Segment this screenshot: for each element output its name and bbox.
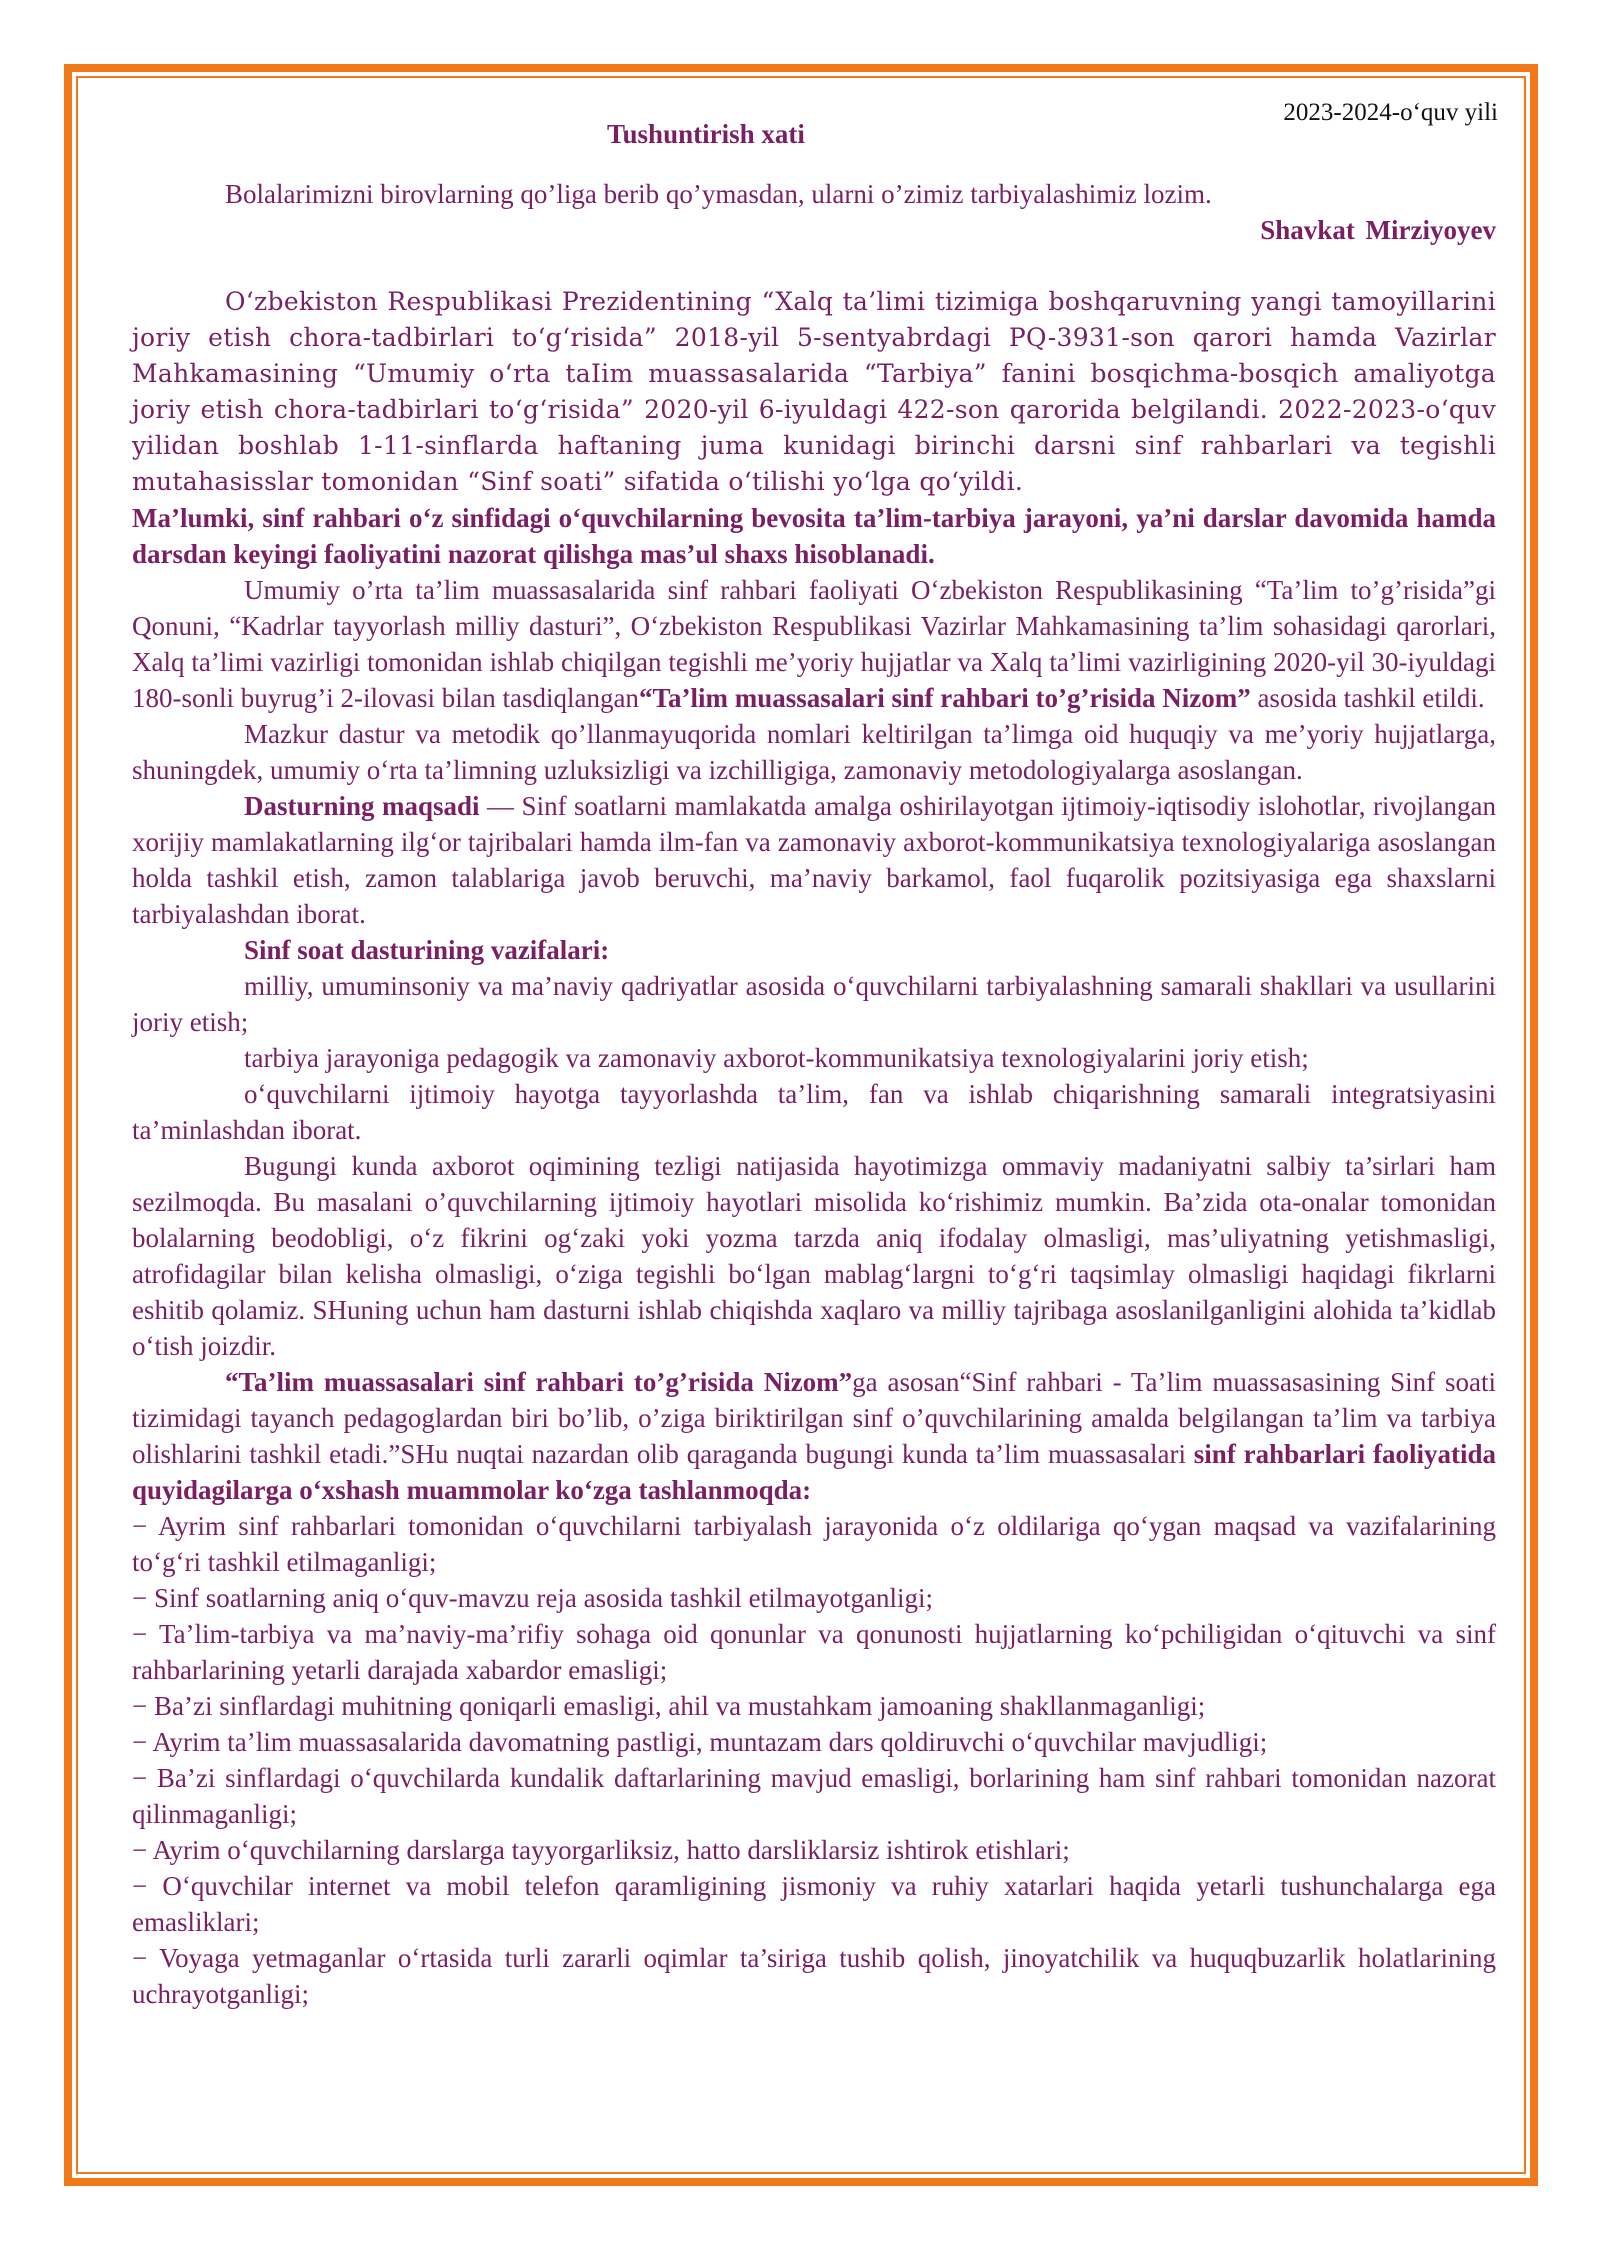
legal-basis-tail: asosida tashkil etildi. [1250, 683, 1485, 713]
task-item-2: tarbiya jarayoniga pedagogik va zamonaviy axborot-kommunikatsiya texnologiyalarini joriy etish; [244, 1043, 1309, 1073]
paragraph-decrees [132, 284, 1496, 500]
problem-item: − Ta’lim-tarbiya va ma’naviy-ma’rifiy sohaga oid qonunlar va qonunosti hujjatlarning ko‘pchiligidan o‘qituvchi va sinf rahbarlarining yetarli darajada xabardor emasligi; [132, 1619, 1496, 1685]
paragraph-legal-basis [132, 572, 1496, 716]
epigraph-quote: Bolalarimizni birovlarning qo’liga berib qo’ymasdan, ularni o’zimiz tarbiyalashimiz lozim. [225, 179, 1212, 209]
problem-item: − Ayrim o‘quvchilarning darslarga tayyorgarliksiz, hatto darsliklarsiz ishtirok etishlari; [132, 1835, 1070, 1865]
paragraph-mass-culture: Bugungi kunda axborot oqimining tezligi natijasida hayotimizga ommaviy madaniyatni salbiy ta’sirlari ham sezilmoqda. Bu masalani o’quvchilarning ijtimoiy hayotlari misolida ko‘rishimiz mumkin. Ba’zida ota-onalar tomonidan bolalarning beodobligi, o‘z fikrini og‘zaki yoki yozma tarzda aniq ifodalay olmasligi, mas’uliyatning yetishmasligi, atrofidagilar bilan kelisha olmasligi, o‘ziga tegishli bo‘lgan mablag‘largni to‘g‘ri taqsimlay olmasligi haqidagi fikrlarni eshitib qolamiz. SHuning uchun ham dasturni ishlab chiqishda xaqlaro va milliy tajribaga asoslanilganligini alohida ta’kidlab o‘tish joizdir. [132, 1151, 1496, 1361]
legal-basis-nizom: “Ta’lim muassasalari sinf rahbari to’g’risida Nizom” [638, 683, 1251, 713]
task-item-3: o‘quvchilarni ijtimoiy hayotga tayyorlashda ta’lim, fan va ishlab chiqarishning samarali integratsiyasini ta’minlashdan iborat. [132, 1079, 1496, 1145]
document-title: Tushuntirish xati [607, 119, 805, 149]
paragraph-class-leader [132, 500, 1496, 572]
academic-year: 2023-2024-o‘quv yili [1283, 99, 1498, 126]
paragraph-nizom [132, 1364, 1496, 1508]
paragraph-decrees-text: O‘zbekiston Respublikasi Prezidentining “Xalq ta’limi tizimiga boshqaruvning yangi tamoyillarini joriy etish chora-tadbirlari to‘g‘risida” 2018-yil 5-sentyabrdagi PQ-3931-son qarori hamda Vazirlar Mahkamasining “Umumiy o‘rta taIim muassasalarida “Tarbiya” fanini bosqichma-bosqich amaliyotga joriy etish chora-tadbirlari to‘g‘risida” 2020-yil 6-iyuldagi 422-son qarorida belgilandi. 2022-2023-o‘quv yilidan boshlab 1-11-sinflarda haftaning juma kunidagi birinchi darsni sinf rahbarlari va tegishli mutahasisslar tomonidan “Sinf soati” sifatida o‘tilishi yo‘lga qo‘yildi. [132, 287, 1496, 496]
paragraph-class-leader-bold: Ma’lumki, sinf rahbari o‘z sinfidagi o‘quvchilarning bevosita ta’lim-tarbiya jarayoni, ya’ni darslar davomida hamda darsdan keyingi faoliyatini nazorat qilishga mas’ul shaxs hisoblanadi. [132, 503, 1496, 569]
problem-item: − Voyaga yetmaganlar o‘rtasida turli zararli oqimlar ta’siriga tushib qolish, jinoyatchilik va huquqbuzarlik holatlarining uchrayotganligi; [132, 1943, 1496, 2009]
goal-label: Dasturning maqsadi [244, 791, 480, 821]
tasks-heading: Sinf soat dasturining vazifalari: [244, 935, 610, 965]
task-item-1: milliy, umuminsoniy va ma’naviy qadriyatlar asosida o‘quvchilarni tarbiyalashning samarali shakllari va usullarini joriy etish; [132, 971, 1496, 1037]
problem-item: − O‘quvchilar internet va mobil telefon qaramligining jismoniy va ruhiy xatarlari haqida yetarli tushunchalarga ega emasliklari; [132, 1871, 1496, 1937]
problem-item: − Ba’zi sinflardagi o‘quvchilarda kundalik daftarlarining mavjud emasligi, borlarining ham sinf rahbari tomonidan nazorat qilinmaganligi; [132, 1763, 1496, 1829]
problem-item: − Ayrim ta’lim muassasalarida davomatning pastligi, muntazam dars qoldiruvchi o‘quvchilar mavjudligi; [132, 1727, 1268, 1757]
document-page [132, 98, 1496, 2012]
paragraph-manual: Mazkur dastur va metodik qo’llanmayuqorida nomlari keltirilgan ta’limga oid huquqiy va me’yoriy hujjatlarga, shuningdek, umumiy o‘rta ta’limning uzluksizligi va izchilligiga, zamonaviy metodologiyalarga asoslangan. [132, 719, 1496, 785]
goal-text: — Sinf soatlarni mamlakatda amalga oshirilayotgan ijtimoiy-iqtisodiy islohotlar, rivojlangan xorijiy mamlakatlarning ilg‘or tajribalari hamda ilm-fan va zamonaviy axborot-kommunikatsiya texnologiyalariga asoslangan holda tashkil etish, zamon talablariga javob beruvchi, ma’naviy barkamol, faol fuqarolik pozitsiyasiga ega shaxslarni tarbiyalashdan iborat. [132, 791, 1496, 929]
problem-item: − Ba’zi sinflardagi muhitning qoniqarli emasligi, ahil va mustahkam jamoaning shakllanmaganligi; [132, 1691, 1206, 1721]
nizom-problems-lead: sinf rahbarlari faoliyatida quyidagilarga o‘xshash muammolar ko‘zga tashlanmoqda: [132, 1439, 1496, 1505]
nizom-title: “Ta’lim muassasalari sinf rahbari to’g’risida Nizom” [225, 1367, 853, 1397]
problem-item: − Ayrim sinf rahbarlari tomonidan o‘quvchilarni tarbiyalash jarayonida o‘z oldilariga qo‘ygan maqsad va vazifalarining to‘g‘ri tashkil etilmaganligi; [132, 1511, 1496, 1577]
nizom-text: ga asosan“Sinf rahbari - Ta’lim muassasasining Sinf soati tizimidagi tayanch pedagoglardan biri bo’lib, o’ziga biriktirilgan sinf o’quvchilarining amalda belgilangan ta’lim va tarbiya olishlarini tashkil etadi.”SHu nuqtai nazardan olib qaraganda bugungi kunda ta’lim muassasalari [132, 1367, 1496, 1469]
epigraph-author: Shavkat Mirziyoyev [1260, 215, 1496, 245]
legal-basis-text: Umumiy o’rta ta’lim muassasalarida sinf rahbari faoliyati O‘zbekiston Respublikasining “Ta’lim to’g’risida”gi Qonuni, “Kadrlar tayyorlash milliy dasturi”, O‘zbekiston Respublikasi Vazirlar Mahkamasining ta’lim sohasidagi qarorlari, Xalq ta’limi vazirligi tomonidan ishlab chiqilgan tegishli me’yoriy hujjatlar va Xalq ta’limi vazirligining 2020-yil 30-iyuldagi 180-sonli buyrug’i 2-ilovasi bilan tasdiqlangan [132, 575, 1496, 713]
problem-item: − Sinf soatlarning aniq o‘quv-mavzu reja asosida tashkil etilmayotganligi; [132, 1583, 934, 1613]
paragraph-goal [132, 788, 1496, 932]
